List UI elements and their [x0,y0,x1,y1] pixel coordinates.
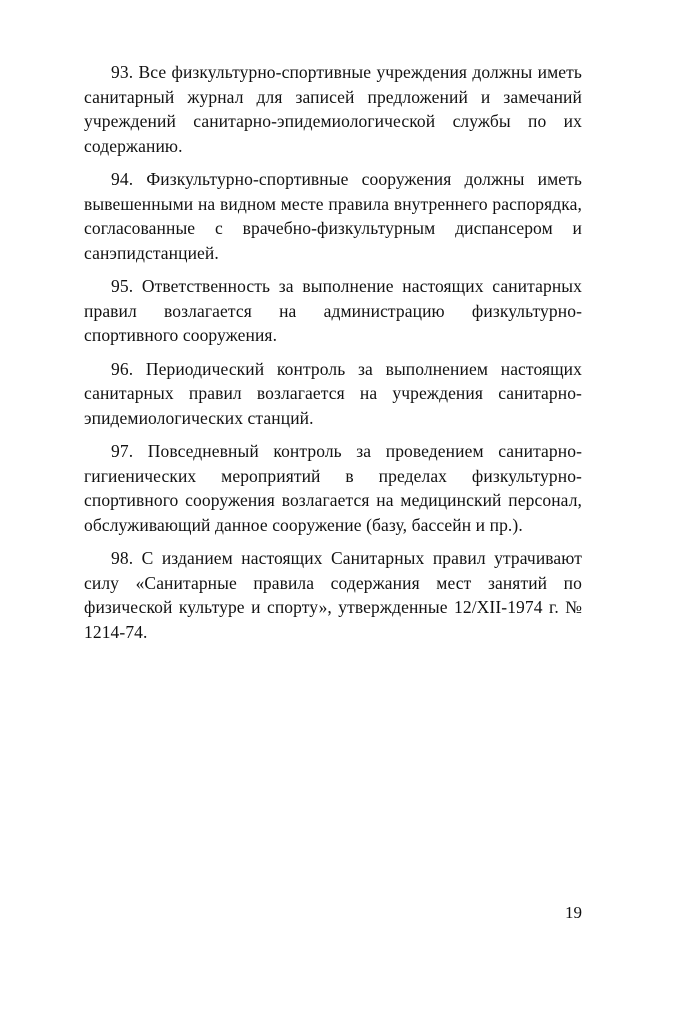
paragraph-93: 93. Все физкультурно-спортивные учреждения должны иметь санитарный журнал для записей предложений и замечаний учреждений санитарно-эпидемиологической службы по их содержанию. [84,62,582,156]
paragraph-94: 94. Физкультурно-спортивные сооружения должны иметь вывешенными на видном месте правила внутреннего распорядка, согласованные с врачебно-физкультурным диспансером и санэпидстанцией. [84,169,582,263]
page-number: 19 [565,903,582,922]
body-text [84,60,582,653]
paragraph-96: 96. Периодический контроль за выполнением настоящих санитарных правил возлагается на учреждения санитарно-эпидемиологических станций. [84,358,582,428]
paragraph-97: 97. Повседневный контроль за проведением санитарно-гигиенических мероприятий в пределах физкультурно-спортивного сооружения возлагается на медицинский персонал, обслуживающий данное сооружение (базу, бассейн и пр.). [84,441,582,535]
paragraph-95: 95. Ответственность за выполнение настоящих санитарных правил возлагается на администрацию физкультурно-спортивного сооружения. [84,276,582,345]
paragraph-98: 98. С изданием настоящих Санитарных правил утрачивают силу «Санитарные правила содержания мест занятий по физической культуре и спорту», утвержденные 12/XII-1974 г. № 1214-74. [84,548,582,642]
